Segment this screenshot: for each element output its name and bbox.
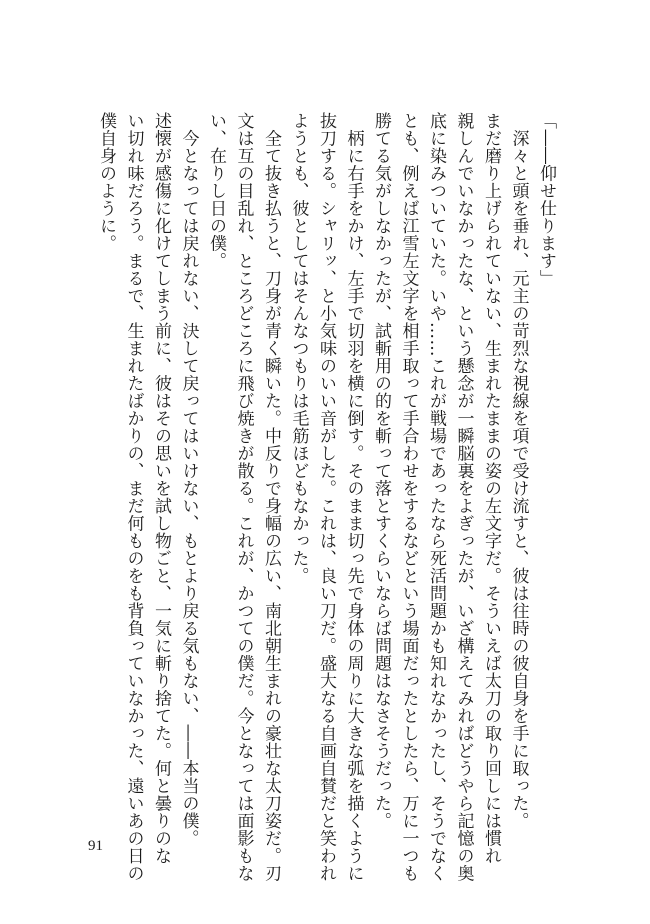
text-line: 深々と頭を垂れ、元主の苛烈な視線を項で受け流すと、彼は往時の彼自身を手に取った。	[508, 112, 529, 830]
text-line: 抜刀する。シャリッ、と小気味のいい音がした。これは、良い刀だ。盛大なる自画自賛だと笑われ	[316, 112, 336, 882]
text-line: とも、例えば江雪左文字を相手取って手合わせをするなどという場面だったとしたら、万に一つも	[398, 112, 419, 882]
text-line: い切れ味だろう。まるで、生まれたばかりの、まだ何ものをも背負っていなかった、遠いあの日の	[123, 112, 144, 882]
text-line: 「――仰せ仕ります」	[536, 112, 556, 287]
text-line: まだ磨り上げられていない、生まれたままの姿の左文字だ。そういえば太刀の取り回しには慣れ	[481, 112, 501, 865]
text-line: 柄に右手をかけ、左手で切羽を横に倒す。そのまま切っ先で身体の周りに大きな弧を描くように	[343, 112, 364, 882]
text-line: 僕自身のように。	[96, 112, 116, 252]
text-line: 親しんでいなかったな、という懸念が一瞬脳裏をよぎったが、いざ構えてみればどうやら記憶の奥	[453, 112, 474, 882]
text-line: 勝てる気がしなかったが、試斬用の的を斬って落とすくらいならば問題はなさそうだった。	[371, 112, 391, 830]
text-line: 述懐が感傷に化けてしまう前に、彼はその思いを試し物ごと、一気に斬り捨てた。何と曇りのな	[151, 112, 171, 865]
text-line: 今となっては戻れない、決して戻ってはいけない、もとより戻る気もない、――本当の僕。	[178, 112, 199, 847]
text-line: い、在りし日の僕。	[206, 112, 226, 270]
page-number: 91	[88, 838, 103, 854]
text-line: 文は互の目乱れ、ところどころに飛び焼きが散る。これが、かつての僕だ。今となっては面影もな	[233, 112, 254, 882]
text-line: 底に染みついていた。いや……これが戦場であったなら死活問題かも知れなかったし、そうでなく	[426, 112, 446, 882]
text-line: 全て抜き払うと、刀身が青く瞬いた。中反りで身幅の広い、南北朝生まれの豪壮な太刀姿だ。刃	[261, 112, 281, 882]
text-line: ようとも、彼としてはそんなつもりは毛筋ほどもなかった。	[288, 112, 309, 585]
